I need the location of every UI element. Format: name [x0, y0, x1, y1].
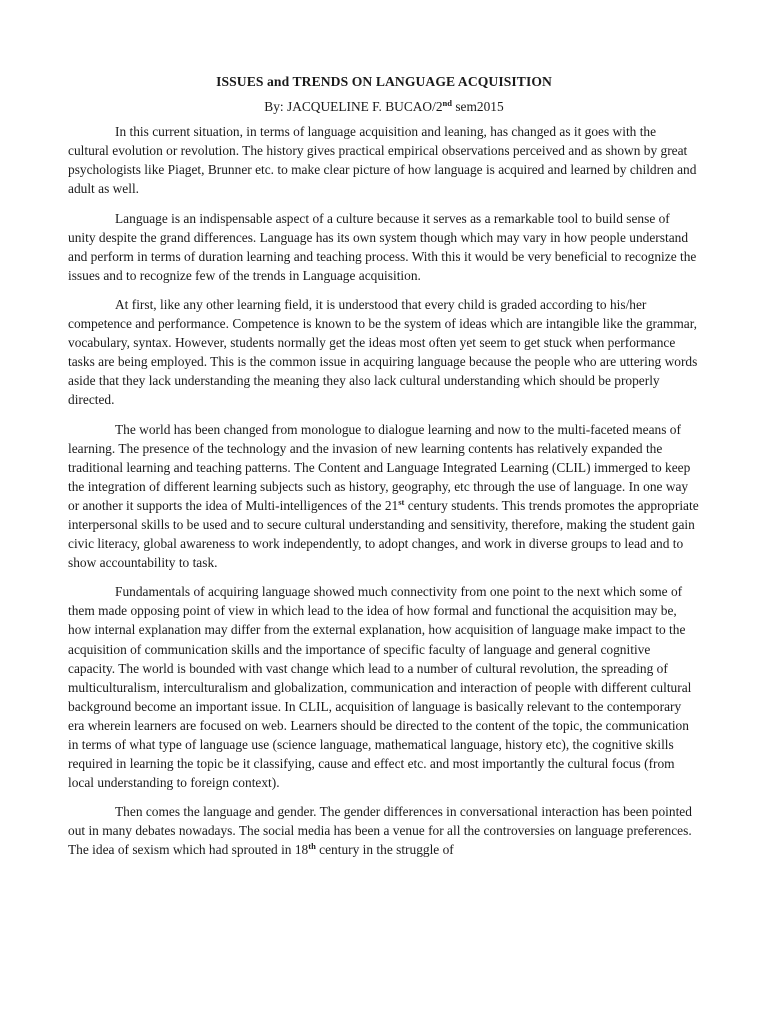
paragraph-6-text-before: Then comes the language and gender. The gender differences in conversational interaction has been pointed out in many debates nowadays. The social media has been a venue for all the controversies on language preferences. The idea of sexism which had sprouted in 18 [68, 804, 692, 858]
paragraph-6-text-after: century in the struggle of [315, 842, 454, 858]
paragraph-3: At first, like any other learning field, it is understood that every child is graded according to his/her competence and performance. Competence is known to be the system of ideas which are intangible like the grammar, vocabulary, syntax. However, students normally get the ideas most often yet seem to get stuck when performance tasks are being employed. This is the common issue in acquiring language because the people who are uttering words aside that they lack understanding the meaning they also lack cultural understanding which should be properly directed. [68, 296, 698, 408]
paragraph-4 [68, 420, 700, 573]
byline-suffix: sem2015 [452, 99, 504, 115]
paragraph-4-superscript: st [398, 496, 405, 507]
paragraph-4-text-after: century students. This trends promotes the appropriate interpersonal skills to be used and to secure cultural understanding and sensitivity, therefore, making the student gain civic literacy, global awareness to work independently, to adopt changes, and work in diverse groups to lead and to show accountability to task. [68, 497, 699, 571]
paragraph-6-superscript: th [308, 841, 316, 852]
paragraph-1: In this current situation, in terms of language acquisition and leaning, has changed as it goes with the cultural evolution or revolution. The history gives practical empirical observations perceived and as shown by great psychologists like Piaget, Brunner etc. to make clear picture of how language is acquired and learned by children and adult as well. [68, 124, 697, 197]
document-page [68, 72, 700, 870]
byline-prefix: By: JACQUELINE F. BUCAO/2 [264, 99, 443, 115]
paragraph-2: Language is an indispensable aspect of a culture because it serves as a remarkable tool to build sense of unity despite the grand differences. Language has its own system though which may vary in how people understand and perform in terms of duration learning and teaching process. With this it would be very beneficial to recognize the issues and to recognize few of the trends in Language acquisition. [68, 210, 697, 283]
document-title: ISSUES and TRENDS ON LANGUAGE ACQUISITION [216, 74, 552, 89]
paragraph-5: Fundamentals of acquiring language showed much connectivity from one point to the next which some of them made opposing point of view in which lead to the idea of how formal and functional the acquisition may be, how internal explanation may differ from the external explanation, how acquisition of language make impact to the acquisition of communication skills and the importance of specific faculty of language and general cognitive capacity. The world is bounded with vast change which lead to a number of cultural revolution, the spreading of multiculturalism, interculturalism and globalization, communication and interaction of people with different cultural background become an important issue. In CLIL, acquisition of language is basically relevant to the contemporary era wherein learners are focused on web. Learners should be directed to the content of the topic, the communication in terms of what type of language use (science language, mathematical language, history etc), the cognitive skills required in learning the topic be it classifying, cause and effect etc. and most importantly the cultural focus (from local understanding to foreign context). [68, 584, 692, 791]
paragraph-6 [68, 802, 700, 859]
paragraph-4-text-before: The world has been changed from monologue to dialogue learning and now to the multi-faceted means of learning. The presence of the technology and the invasion of new learning contents has relatively expanded the traditional learning and teaching patterns. The Content and Language Integrated Learning (CLIL) immerged to keep the integration of different learning subjects such as history, geography, etc through the use of language. In one way or another it supports the idea of Multi-intelligences of the 21 [68, 421, 691, 513]
byline-superscript: nd [442, 98, 452, 109]
author-byline [68, 97, 700, 116]
